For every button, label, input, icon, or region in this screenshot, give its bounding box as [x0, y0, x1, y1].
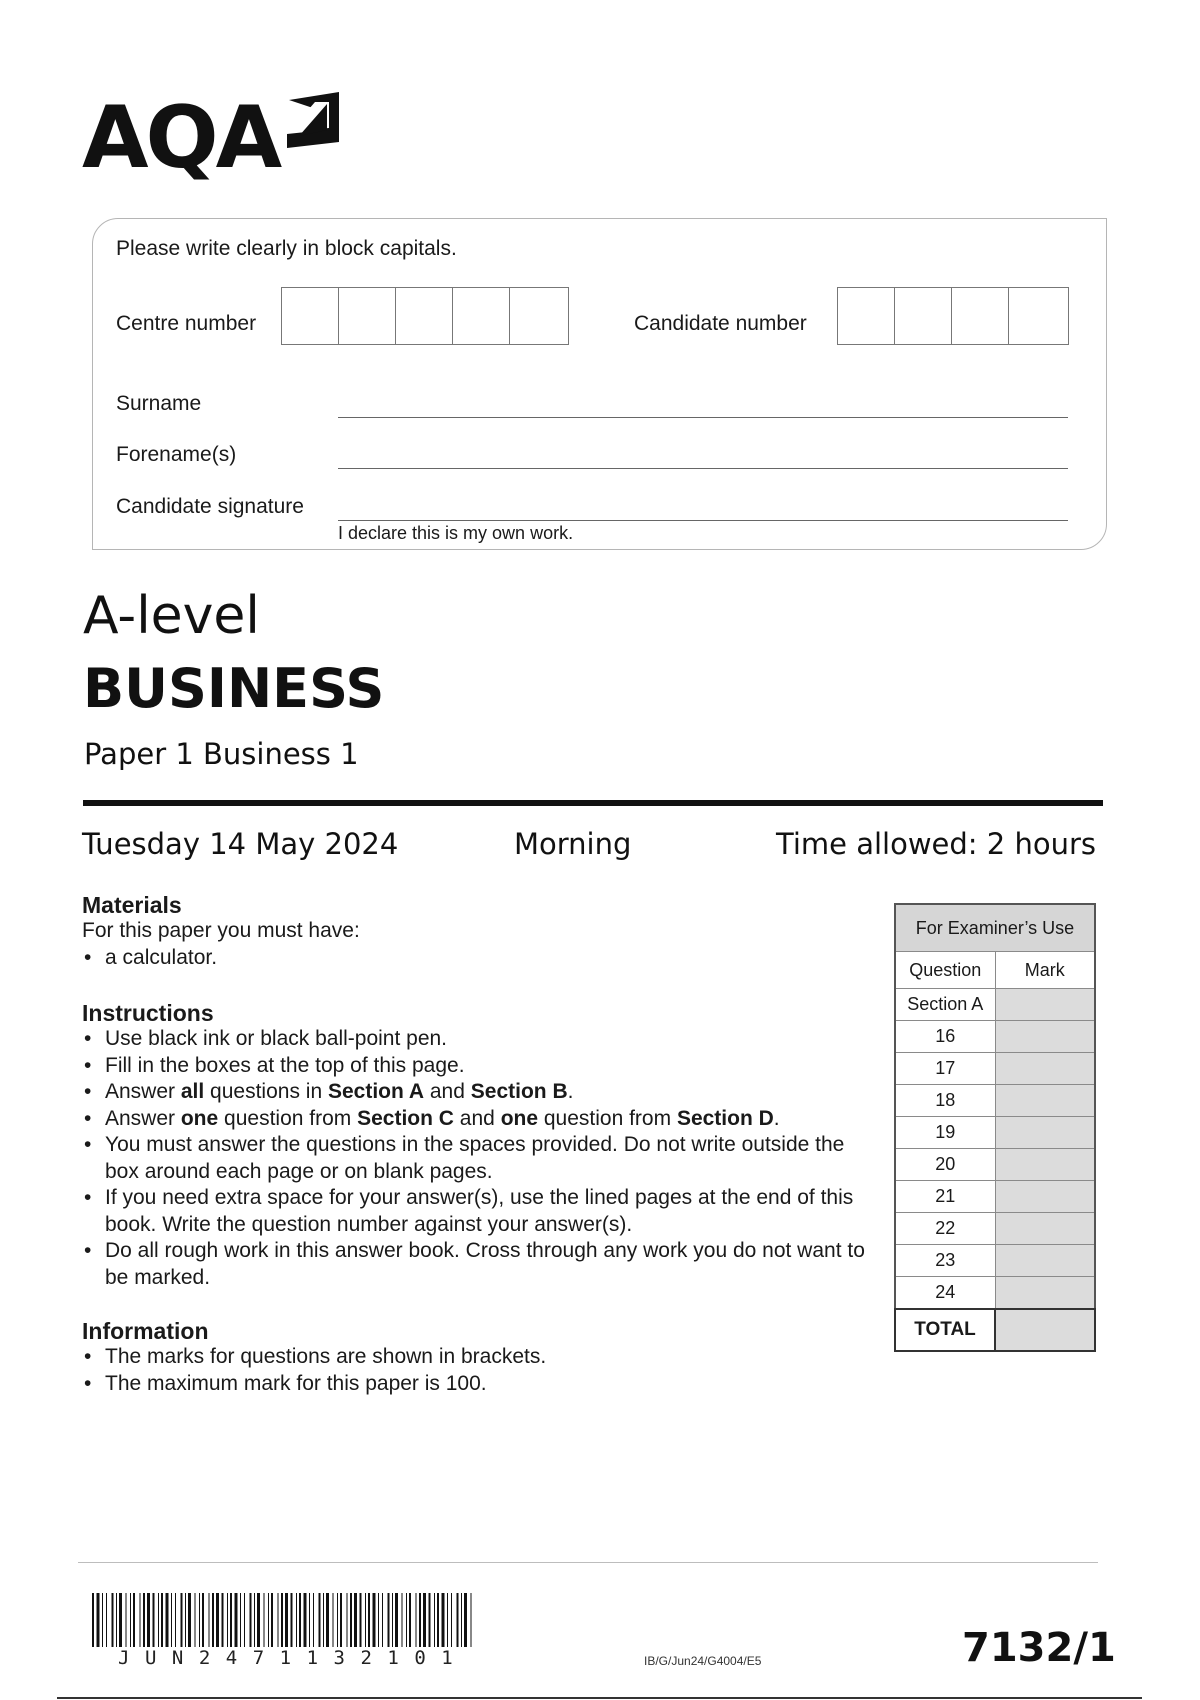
mark-cell[interactable] — [995, 1085, 1095, 1117]
instruction-item: • Use black ink or black ball-point pen. — [82, 1026, 882, 1053]
paper-title: Paper 1 Business 1 — [84, 737, 359, 771]
centre-number-label: Centre number — [116, 312, 257, 335]
question-cell: 16 — [895, 1021, 995, 1053]
instruction-emphasis: all — [180, 1080, 205, 1103]
exam-session: Morning — [514, 827, 632, 861]
instruction-item: • You must answer the questions in the spaces provided. Do not write outside the box around each page or on blank pages. — [82, 1132, 882, 1185]
surname-label: Surname — [116, 392, 202, 415]
instructions-heading: Instructions — [82, 1000, 214, 1026]
block-capitals-instruction: Please write clearly in block capitals. — [116, 237, 457, 260]
exam-date: Tuesday 14 May 2024 — [82, 827, 399, 861]
question-column-header: Question — [895, 952, 995, 989]
mark-cell[interactable] — [995, 989, 1095, 1021]
table-row — [895, 1213, 1095, 1245]
mark-cell[interactable] — [995, 1181, 1095, 1213]
barcode-digits: JUN2471132101 — [118, 1647, 469, 1669]
total-mark-cell[interactable] — [995, 1309, 1095, 1351]
question-cell: 19 — [895, 1117, 995, 1149]
instruction-emphasis: Section B — [470, 1080, 568, 1103]
materials-heading: Materials — [82, 892, 182, 918]
centre-number-digit-box[interactable] — [282, 288, 339, 344]
candidate-number-digit-box[interactable] — [838, 288, 895, 344]
mark-cell[interactable] — [995, 1117, 1095, 1149]
table-row — [895, 1021, 1095, 1053]
instruction-item: • Do all rough work in this answer book. Cross through any work you do not want to be marked. — [82, 1238, 882, 1291]
candidate-number-digit-box[interactable] — [952, 288, 1009, 344]
instructions-section — [82, 1000, 882, 1291]
mark-cell[interactable] — [995, 1053, 1095, 1085]
bottom-border — [57, 1697, 1142, 1699]
centre-number-boxes[interactable] — [281, 287, 569, 345]
footer-divider — [78, 1562, 1098, 1563]
instruction-item: • Answer all questions in Section A and Section B. — [82, 1079, 882, 1106]
instruction-item: • Answer one question from Section C and one question from Section D. — [82, 1106, 882, 1133]
centre-number-digit-box[interactable] — [453, 288, 510, 344]
question-cell: 18 — [895, 1085, 995, 1117]
forenames-label: Forename(s) — [116, 443, 237, 466]
table-row — [895, 1117, 1095, 1149]
information-item: • The maximum mark for this paper is 100. — [82, 1371, 882, 1398]
time-allowed: Time allowed: 2 hours — [776, 827, 1096, 861]
mark-cell[interactable] — [995, 1213, 1095, 1245]
candidate-number-digit-box[interactable] — [1009, 288, 1066, 344]
table-row — [895, 1149, 1095, 1181]
information-section — [82, 1318, 882, 1397]
instruction-item: • Fill in the boxes at the top of this page. — [82, 1053, 882, 1080]
examiner-use-table — [894, 903, 1096, 1352]
examiner-table-title: For Examiner’s Use — [895, 904, 1095, 952]
centre-number-digit-box[interactable] — [339, 288, 396, 344]
paper-code: 7132/1 — [962, 1625, 1116, 1671]
centre-number-digit-box[interactable] — [396, 288, 453, 344]
candidate-number-label: Candidate number — [634, 312, 807, 335]
total-row — [895, 1309, 1095, 1351]
aqa-logo-text: AQA — [82, 88, 280, 188]
materials-intro: For this paper you must have: — [82, 919, 360, 942]
question-cell: 22 — [895, 1213, 995, 1245]
document-reference: IB/G/Jun24/G4004/E5 — [644, 1654, 762, 1668]
question-cell: 21 — [895, 1181, 995, 1213]
instruction-emphasis: one — [500, 1106, 539, 1130]
mark-cell[interactable] — [995, 1149, 1095, 1181]
signature-line[interactable] — [338, 520, 1068, 521]
signature-label: Candidate signature — [116, 495, 304, 518]
mark-column-header: Mark — [995, 952, 1095, 989]
question-cell: 17 — [895, 1053, 995, 1085]
instruction-emphasis: Section A — [327, 1080, 425, 1103]
table-row — [895, 1245, 1095, 1277]
barcode-icon — [92, 1593, 477, 1647]
instruction-emphasis: Section D — [676, 1106, 774, 1130]
centre-number-digit-box[interactable] — [510, 288, 567, 344]
declaration-text: I declare this is my own work. — [338, 523, 574, 543]
surname-line[interactable] — [338, 417, 1068, 418]
information-item: • The marks for questions are shown in brackets. — [82, 1344, 882, 1371]
question-cell: 20 — [895, 1149, 995, 1181]
mark-cell[interactable] — [995, 1277, 1095, 1310]
qualification-level: A-level — [83, 586, 260, 646]
table-row — [895, 1181, 1095, 1213]
materials-item: • a calculator. — [82, 945, 882, 972]
instruction-item: • If you need extra space for your answer(s), use the lined pages at the end of this book. Write the question number against your answer(s). — [82, 1185, 882, 1238]
table-row — [895, 989, 1095, 1021]
mark-cell[interactable] — [995, 1021, 1095, 1053]
mark-cell[interactable] — [995, 1245, 1095, 1277]
forenames-line[interactable] — [338, 468, 1068, 469]
question-cell: 24 — [895, 1277, 995, 1310]
table-row — [895, 1053, 1095, 1085]
candidate-number-boxes[interactable] — [837, 287, 1069, 345]
candidate-number-digit-box[interactable] — [895, 288, 952, 344]
total-label: TOTAL — [895, 1309, 995, 1351]
question-cell: 23 — [895, 1245, 995, 1277]
question-cell: Section A — [895, 989, 995, 1021]
subject-title: BUSINESS — [83, 657, 385, 720]
information-heading: Information — [82, 1318, 209, 1344]
title-divider — [83, 800, 1103, 806]
table-row — [895, 1277, 1095, 1310]
instruction-emphasis: one — [180, 1106, 219, 1130]
materials-section — [82, 892, 882, 971]
instruction-emphasis: Section C — [357, 1106, 454, 1130]
table-row — [895, 1085, 1095, 1117]
aqa-tick-mark-icon — [285, 90, 341, 150]
